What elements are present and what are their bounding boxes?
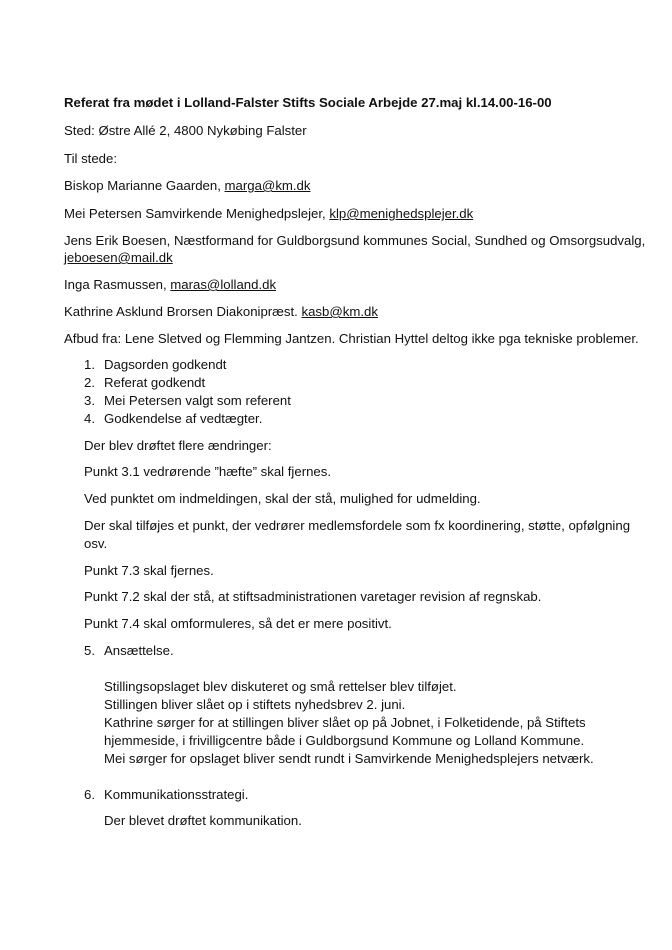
list-item: Mei Petersen valgt som referent xyxy=(104,393,291,408)
item5-line: Mei sørger for opslaget bliver sendt rundt i Samvirkende Menighedsplejers netværk. xyxy=(104,751,594,766)
list-number: 3. xyxy=(84,393,95,408)
paragraph: Der blev drøftet flere ændringer: xyxy=(84,438,272,453)
paragraph: Punkt 7.4 skal omformuleres, så det er mere positivt. xyxy=(84,616,392,631)
list-item: Referat godkendt xyxy=(104,375,206,390)
item5-line: hjemmeside, i frivilligcentre både i Guldborgsund Kommune og Lolland Kommune. xyxy=(104,733,585,748)
page-title: Referat fra mødet i Lolland-Falster Stifts Sociale Arbejde 27.maj kl.14.00-16-00 xyxy=(64,95,552,110)
list-item: Kommunikationsstrategi. xyxy=(104,787,249,802)
attendee-line xyxy=(64,232,645,250)
paragraph: Ved punktet om indmeldingen, skal der stå, mulighed for udmelding. xyxy=(84,491,481,506)
attendee-line xyxy=(64,177,311,195)
attendee-text: Kathrine Asklund Brorsen Diakonipræst. xyxy=(64,304,302,319)
item5-line: Stillingen bliver slået op i stiftets nyhedsbrev 2. juni. xyxy=(104,697,406,712)
paragraph: osv. xyxy=(84,536,108,551)
attendee-text: Biskop Marianne Gaarden, xyxy=(64,178,225,193)
list-number: 1. xyxy=(84,357,95,372)
location-line: Sted: Østre Allé 2, 4800 Nykøbing Falster xyxy=(64,123,307,138)
attendee-email-line xyxy=(64,249,173,267)
attendee-text: Jens Erik Boesen, Næstformand for Guldborgsund kommunes Social, Sundhed og Omsorgsudvalg, xyxy=(64,233,646,248)
list-number: 4. xyxy=(84,411,95,426)
email-link[interactable]: marga@km.dk xyxy=(224,178,311,193)
paragraph: Punkt 7.3 skal fjernes. xyxy=(84,563,214,578)
attendee-text: Mei Petersen Samvirkende Menighedpslejer, xyxy=(64,206,330,221)
paragraph: Der blevet drøftet kommunikation. xyxy=(104,813,302,828)
attendee-line xyxy=(64,303,378,321)
list-item: Dagsorden godkendt xyxy=(104,357,227,372)
paragraph: Der skal tilføjes et punkt, der vedrører medlemsfordele som fx koordinering, støtte, opfølgning xyxy=(84,518,631,533)
item5-line: Stillingsopslaget blev diskuteret og små rettelser blev tilføjet. xyxy=(104,679,457,694)
attendee-line xyxy=(64,205,473,223)
email-link[interactable]: klp@menighedsplejer.dk xyxy=(329,206,474,221)
email-link[interactable]: kasb@km.dk xyxy=(301,304,378,319)
absent-line: Afbud fra: Lene Sletved og Flemming Jantzen. Christian Hyttel deltog ikke pga tekniske problemer. xyxy=(64,331,639,346)
list-item: Godkendelse af vedtægter. xyxy=(104,411,263,426)
email-link[interactable]: maras@lolland.dk xyxy=(170,277,277,292)
list-number: 6. xyxy=(84,787,95,802)
list-number: 5. xyxy=(84,643,95,658)
present-label: Til stede: xyxy=(64,151,118,166)
list-number: 2. xyxy=(84,375,95,390)
paragraph: Punkt 7.2 skal der stå, at stiftsadministrationen varetager revision af regnskab. xyxy=(84,589,542,604)
attendee-line xyxy=(64,276,276,294)
list-item: Ansættelse. xyxy=(104,643,174,658)
paragraph: Punkt 3.1 vedrørende ”hæfte” skal fjernes. xyxy=(84,464,332,479)
attendee-text: Inga Rasmussen, xyxy=(64,277,171,292)
item5-line: Kathrine sørger for at stillingen bliver slået op på Jobnet, i Folketidende, på Stiftets xyxy=(104,715,586,730)
email-link[interactable]: jeboesen@mail.dk xyxy=(64,250,173,265)
